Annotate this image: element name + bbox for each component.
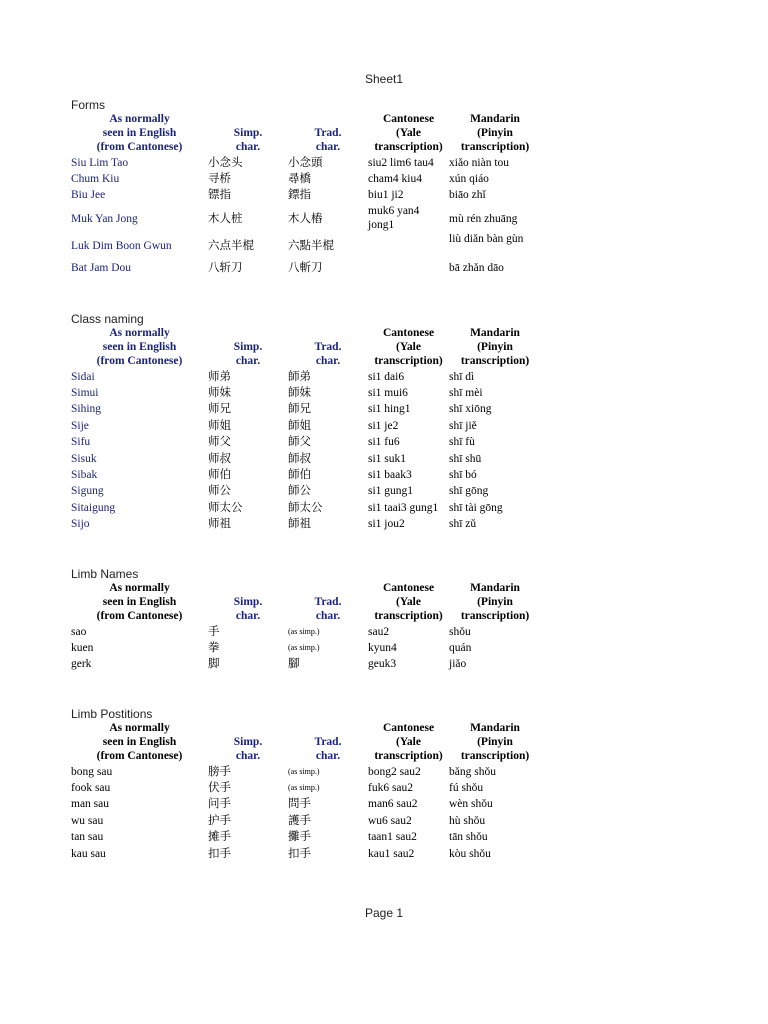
table-row: Siu Lim Tao 小念头 小念頭 siu2 lim6 tau4 xiǎo niàn tou xyxy=(71,156,510,169)
table-header: As normally seen in English (from Cantonese) Simp. char. Trad. char. Cantonese (Yale transcription) Mandarin (Pinyin transcription) xyxy=(96,113,530,154)
table-row: bong sau 膀手 (as simp.) bong2 sau2 bǎng shǒu xyxy=(71,765,496,778)
table-row: Sijo 师祖 師祖 si1 jou2 shī zǔ xyxy=(71,518,477,531)
sheet-title: Sheet1 xyxy=(364,72,404,86)
table-header: As normally seen in English (from Cantonese) Simp. char. Trad. char. Cantonese (Yale transcription) Mandarin (Pinyin transcription) xyxy=(96,582,530,623)
table-row: Chum Kiu 寻桥 尋橋 cham4 kiu4 xún qiáo xyxy=(71,173,489,186)
page-footer: Page 1 xyxy=(364,906,404,920)
table-row: Simui 师妹 師妹 si1 mui6 shī mèi xyxy=(71,387,483,400)
table-row: Bat Jam Dou 八斩刀 八斬刀 bā zhǎn dāo xyxy=(71,261,504,274)
table-header: As normally seen in English (from Cantonese) Simp. char. Trad. char. Cantonese (Yale transcription) Mandarin (Pinyin transcription) xyxy=(96,722,530,763)
table-row: gerk 脚 腳 geuk3 jiǎo xyxy=(71,658,467,671)
table-row: sao 手 (as simp.) sau2 shǒu xyxy=(71,625,471,638)
table-row: fook sau 伏手 (as simp.) fuk6 sau2 fú shǒu xyxy=(71,782,484,795)
table-row: Luk Dim Boon Gwun 六点半棍 六點半棍 liù diǎn bàn gùn xyxy=(71,232,524,252)
section-title: Limb Postitions xyxy=(71,707,153,721)
section-limb-positions xyxy=(71,707,541,862)
table-row: Sifu 师父 師父 si1 fu6 shī fù xyxy=(71,436,475,449)
section-class-naming xyxy=(71,312,541,533)
table-row: Sije 师姐 師姐 si1 je2 shī jiě xyxy=(71,419,477,432)
section-limb-names xyxy=(71,567,541,673)
table-row: tan sau 摊手 攤手 taan1 sau2 tān shǒu xyxy=(71,831,488,844)
table-row: Sitaigung 师太公 師太公 si1 taai3 gung1 shī tài gōng xyxy=(71,501,503,514)
table-row: Sihing 师兄 師兄 si1 hing1 shī xiōng xyxy=(71,403,492,416)
table-row: Biu Jee 镖指 鏢指 biu1 ji2 biāo zhǐ xyxy=(71,189,486,202)
section-title: Class naming xyxy=(71,312,144,326)
table-row: Sibak 师伯 師伯 si1 baak3 shī bó xyxy=(71,469,477,482)
table-row: Sigung 师公 師公 si1 gung1 shī gōng xyxy=(71,485,489,498)
section-forms xyxy=(71,98,541,276)
table-row: wu sau 护手 護手 wu6 sau2 hù shǒu xyxy=(71,814,486,827)
table-header: As normally seen in English (from Cantonese) Simp. char. Trad. char. Cantonese (Yale transcription) Mandarin (Pinyin transcription) xyxy=(96,327,530,368)
section-title: Forms xyxy=(71,98,105,112)
table-row: kau sau 扣手 扣手 kau1 sau2 kòu shǒu xyxy=(71,847,491,860)
table-row: Sidai 师弟 師弟 si1 dai6 shī dì xyxy=(71,370,475,383)
table-row: man sau 问手 問手 man6 sau2 wèn shǒu xyxy=(71,798,493,811)
section-title: Limb Names xyxy=(71,567,139,581)
table-row: kuen 拳 (as simp.) kyun4 quán xyxy=(71,642,472,655)
table-row: Muk Yan Jong 木人桩 木人樁 muk6 yan4 jong1 mù rén zhuāng xyxy=(71,204,518,231)
table-row: Sisuk 师叔 師叔 si1 suk1 shī shū xyxy=(71,452,482,465)
